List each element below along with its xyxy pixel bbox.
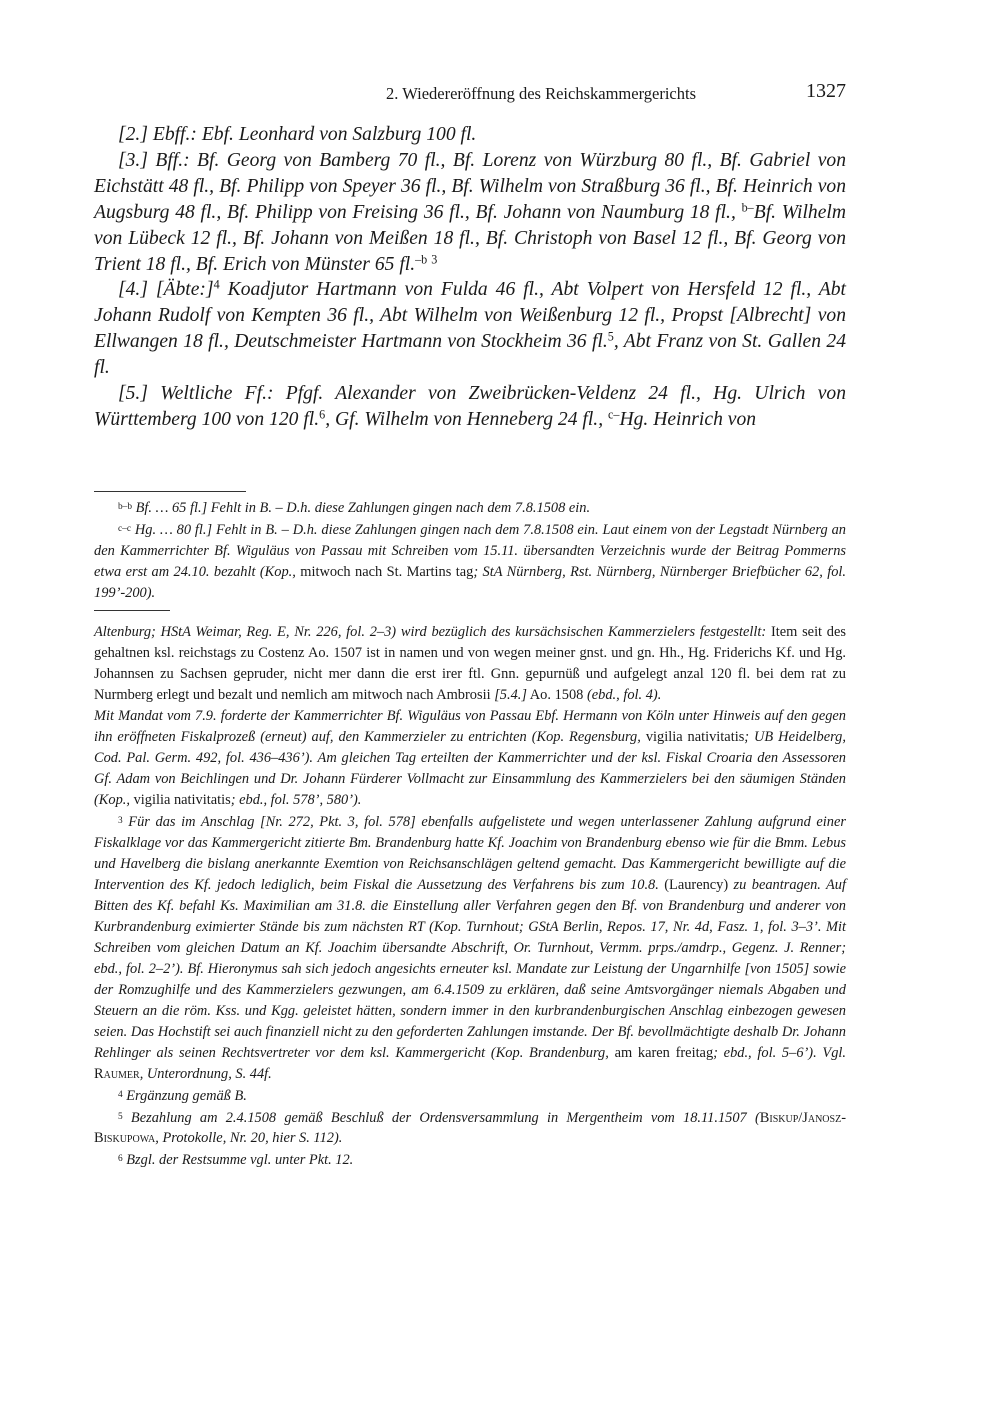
paragraph-bishops: [3.] Bff.: Bf. Georg von Bamberg 70 fl., Bf. Lorenz von Würzburg 80 fl., Bf. Gabriel von Eichstätt 48 fl., Bf. Philipp von Speyer 36 fl., Bf. Wilhelm von Straßburg 36 fl., Bf. Heinrich von Augsburg 48 fl., Bf. Philipp von Freising 36 fl., Bf. Johann von Naumburg 18 fl., $^{b-}$Bf. Wilhelm von Lübeck 12 fl., Bf. Johann von Meißen 18 fl., Bf. Christoph von Basel 12 fl., Bf. Georg von Trient 18 fl., Bf. Erich von Münster 65 fl.$^{-b}$ $^3$ bbox=[94, 149, 846, 275]
footnote-ref-4: 4 bbox=[213, 277, 220, 292]
footnote-ref-3: 3 bbox=[431, 251, 438, 266]
variant-note-cc: c–c Hg. … 80 fl.] Fehlt in B. – D.h. diese Zahlungen gingen nach dem 7.8.1508 ein. Laut einem von der Legstadt Nürnberg an den Kammerrichter Bf. Wiguläus von Passau mit Schreiben vom 15.11. übersandten Verzeichnis wurde der Beitrag Pommerns etwa erst am 24.10. bezahlt (Kop., mitwoch nach St. Martins tag; StA Nürnberg, Rst. Nürnberg, Nürnberger Briefbücher 62, fol. 199’-200). bbox=[94, 521, 846, 601]
paragraph-secular-princes: [5.] Weltliche Ff.: Pfgf. Alexander von Zweibrücken-Veldenz 24 fl., Hg. Ulrich von Württemberg 100 von 120 fl.$^6$, Gf. Wilhelm von Henneberg 24 fl., $^{c-}$Hg. Heinrich von bbox=[94, 383, 846, 430]
variant-mark-b-close: –b bbox=[415, 251, 428, 266]
paragraph-archbishops: [2.] Ebff.: Ebf. Leonhard von Salzburg 100 fl. bbox=[118, 124, 477, 145]
footnote-divider bbox=[94, 610, 170, 611]
variant-note-bb: b–b Bf. … 65 fl.] Fehlt in B. – D.h. diese Zahlungen gingen nach dem 7.8.1508 ein. bbox=[118, 499, 591, 516]
running-title: 2. Wiedereröffnung des Reichskammergerichts bbox=[386, 84, 696, 103]
footnote-6: 6 Bzgl. der Restsumme vgl. unter Pkt. 12. bbox=[118, 1152, 354, 1169]
footnotes bbox=[94, 622, 846, 1171]
main-text bbox=[94, 122, 846, 433]
variant-mark-b-open: b– bbox=[741, 200, 754, 215]
paragraph-abbots: [4.] [Äbte:]$^4$ Koadjutor Hartmann von Fulda 46 fl., Abt Volpert von Hersfeld 12 fl., Abt Johann Rudolf von Kempten 36 fl., Abt Wilhelm von Weißenburg 12 fl., Propst [Albrecht] von Ellwangen 18 fl., Deutschmeister Hartmann von Stockheim 36 fl.$^5$, Abt Franz von St. Gallen 24 fl. bbox=[94, 277, 846, 379]
footnote-ref-6: 6 bbox=[319, 407, 326, 422]
footnote-continuation: Mit Mandat vom 7.9. forderte der Kammerrichter Bf. Wiguläus von Passau Ebf. Hermann von Köln unter Hinweis auf den gegen ihn eröffneten Fiskalprozeß (erneut) auf, den Kammerzieler zu entrichten (Kop. Regensburg, vigilia nativitatis; UB Heidelberg, Cod. Pal. Germ. 492, fol. 436–436’). Am gleichen Tag erteilten der Kammerrichter und der ksl. Fiskal Croaria den Assessoren Gf. Adam von Beichlingen und Dr. Johann Fürderer Vollmacht zur Einsammlung des Kammerzielers bei den säumigen Ständen (Kop., vigilia nativitatis; ebd., fol. 578’, 580’). bbox=[94, 708, 846, 808]
variant-mark-c-open: c– bbox=[608, 407, 620, 422]
variant-notes bbox=[94, 497, 846, 604]
footnote-3: 3 Für das im Anschlag [Nr. 272, Pkt. 3, fol. 578] ebenfalls aufgelistete und wegen unterlassener Zahlung aufgrund einer Fiskalklage vor das Kammergericht zitierte Bm. Brandenburg hatte Kf. Joachim von Brandenburg ebenso wie für die Bmm. Lebus und Havelberg die bislang anerkannte Exemtion von Reichsanschlägen geltend gemacht. Das Kammergericht bewilligte auf die Intervention des Kf. jedoch lediglich, beim Fiskal die Aussetzung des Verfahrens bis zum 10.8. (Laurency) zu beantragen. Auf Bitten des Kf. befahl Ks. Maximilian am 31.8. die Einstellung aller Verfahren gegen den Bf. von Brandenburg und anderer von Kurbrandenburg eximierter Stände bis zum nächsten RT (Kop. Turnhout; GStA Berlin, Repos. 17, Nr. 4d, Fasz. 1, fol. 3–3’. Mit Schreiben vom gleichen Datum an Kf. Joachim übersandte Abschrift, Or. Turnhout, Vermm. prps./amdrp., Gegenz. J. Renner; ebd., fol. 2–2’). Bf. Hieronymus sah sich jedoch angesichts erneuter ksl. Mandate zur Leistung der Ungarnhilfe [von 1505] sowie der Romzughilfe und des Kammerzielers gezwungen, am 6.4.1509 zu erklären, daß seine Amtsvorgänger niemals Abgaben und Steuern an die röm. Kss. und Kgg. geleistet hätten, sondern immer in den kurbrandenburgischen Anschlag einbezogen gewesen seien. Das Hochstift sei auch finanziell nicht zu den geforderten Zahlungen imstande. Der Bf. bevollmächtigte deshalb Dr. Johann Rehlinger als seinen Rechtsvertreter vor dem ksl. Kammergericht (Kop. Brandenburg, am karen freitag; ebd., fol. 5–6’). Vgl. Raumer, Unterordnung, S. 44f. bbox=[94, 813, 847, 1082]
page-header bbox=[94, 80, 846, 108]
page-number: 1327 bbox=[806, 80, 846, 102]
footnote-continuation: Altenburg; HStA Weimar, Reg. E, Nr. 226, fol. 2–3) wird bezüglich des kursächsischen Kammerzielers festgestellt: Item seit des gehaltnen ksl. reichstags zu Costenz Ao. 1507 ist in namen und von wegen meiner gnst. und gn. Hh., Hg. Friderichs Kf. und Hg. Johannsen zu Sachsen gepruder, nicht mer dann die erst irer ftl. Gnn. gepurnüß und aufgelegt anzal 120 fl. bei dem rat zu Nurmberg erlegt und bezalt und nemlich am mitwoch nach Ambrosii [5.4.] Ao. 1508 (ebd., fol. 4). bbox=[94, 624, 846, 703]
footnote-divider bbox=[94, 491, 246, 492]
footnote-4: 4 Ergänzung gemäß B. bbox=[118, 1087, 247, 1104]
footnote-5: 5 Bezahlung am 2.4.1508 gemäß Beschluß der Ordensversammlung in Mergentheim vom 18.11.1507 (Biskup/Janosz-Biskupowa, Protokolle, Nr. 20, hier S. 112). bbox=[94, 1109, 846, 1147]
footnote-ref-5: 5 bbox=[607, 329, 614, 344]
